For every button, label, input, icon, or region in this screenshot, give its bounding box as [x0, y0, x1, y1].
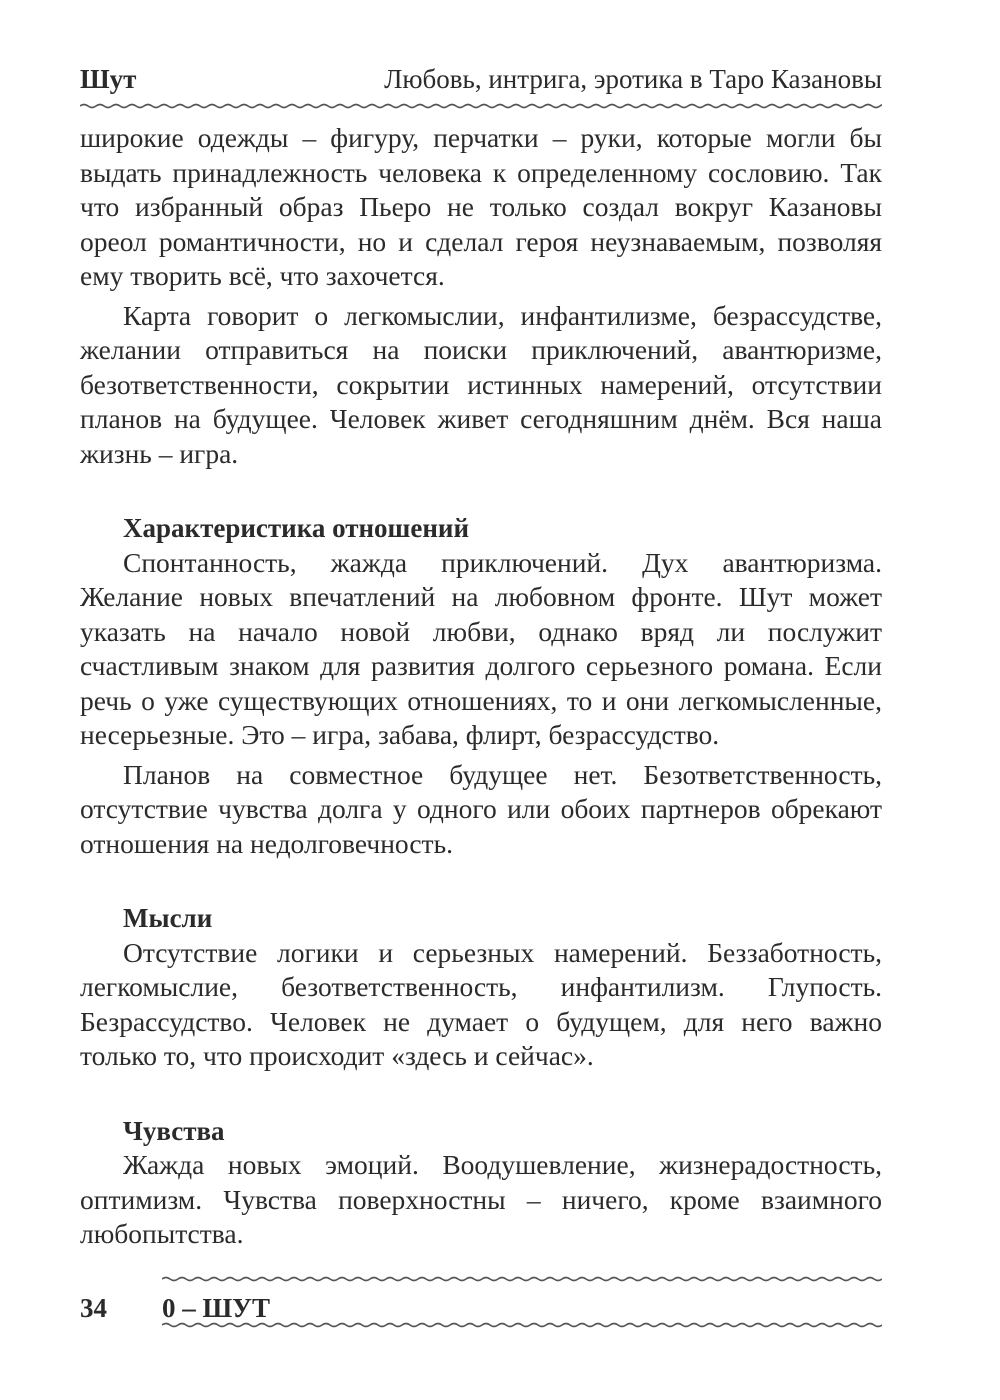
- section-heading-thoughts: Мысли: [123, 903, 213, 933]
- header-wavy-rule: [80, 98, 882, 114]
- chapter-title: 0 – ШУТ: [162, 1293, 270, 1323]
- header-right: Любовь, интрига, эротика в Таро Казановы: [384, 64, 882, 94]
- paragraph: Жажда новых эмоций. Воодушевление, жизнерадостность, оптимизм. Чувства поверхностны – ничего, кроме взаимного любопытства.: [80, 1149, 882, 1249]
- header-left: Шут: [80, 64, 137, 94]
- section-heading-relations: Характеристика отношений: [123, 513, 470, 543]
- paragraph: Планов на совместное будущее нет. Безответственность, отсутствие чувства долга у одного или обоих партнеров обрекают отношения на недолговечность.: [80, 758, 882, 859]
- running-header: [80, 62, 882, 96]
- footer-wavy-rule-top: [162, 1272, 882, 1286]
- footer-wavy-rule-bottom: [162, 1318, 882, 1332]
- paragraph: Спонтанность, жажда приключений. Дух авантюризма. Желание новых впечатлений на любовном фронте. Шут может указать на начало новой любви, однако вряд ли послужит счастливым знаком для развития долгого серьезного романа. Если речь о уже существующих отношениях, то и они легкомысленные, несерьезные. Это – игра, забава, флирт, безрассудство.: [80, 546, 882, 750]
- page-body: [80, 121, 882, 1252]
- paragraph: широкие одежды – фигуру, перчатки – руки, которые могли бы выдать принадлежность человека к определенному сословию. Так что избранный образ Пьеро не только создал вокруг Казановы ореол романтичности, но и сделал героя неузнаваемым, позволяя ему творить всё, что захочется.: [80, 122, 882, 291]
- paragraph: Карта говорит о легкомыслии, инфантилизме, безрассудстве, желании отправиться на поиски приключений, авантюризме, безответственности, сокрытии истинных намерений, отсутствии планов на будущее. Человек живет сегодняшним днём. Вся наша жизнь – игра.: [80, 299, 882, 469]
- page-number: 34: [80, 1293, 107, 1323]
- paragraph: Отсутствие логики и серьезных намерений. Беззаботность, легкомыслие, безответственность, инфантилизм. Глупость. Безрассудство. Человек не думает о будущем, для него важно только то, что происходит «здесь и сейчас».: [80, 936, 882, 1071]
- section-heading-feelings: Чувства: [123, 1115, 225, 1146]
